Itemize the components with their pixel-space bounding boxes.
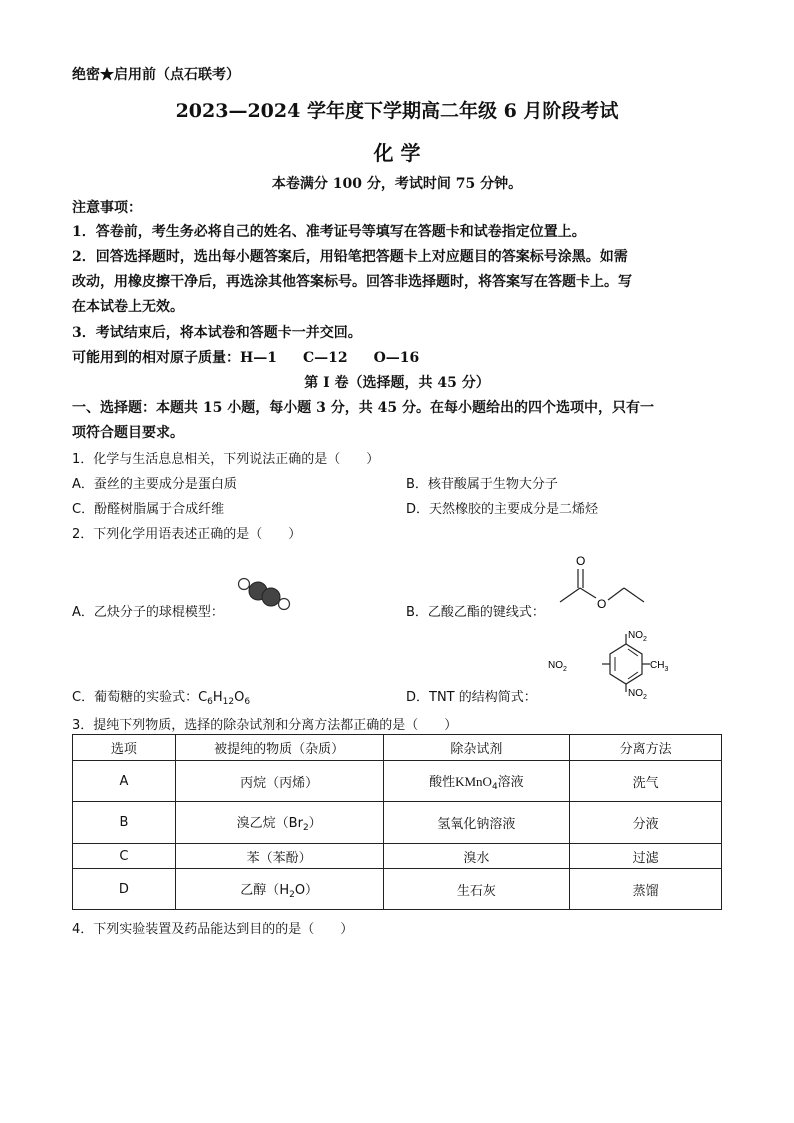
q2-option-a: A．乙炔分子的球棍模型：: [72, 605, 224, 620]
q1-option-d: D．天然橡胶的主要成分是二烯烃: [406, 502, 599, 517]
tnt-no2-top: $NO_2$: [628, 630, 647, 643]
q2-option-c: [72, 686, 250, 707]
tnt-no2-bottom: $NO_2$: [628, 688, 647, 700]
section1-line2: 项符合题目要求。: [72, 425, 184, 441]
atomic-mass-line: [72, 347, 419, 367]
exam-note: 本卷满分 100 分，考试时间 75 分钟。: [271, 176, 523, 192]
instruction-1: 1．答卷前，考生务必将自己的姓名、准考证号等填写在答题卡和试卷指定位置上。: [72, 224, 586, 240]
row-substance: 溴乙烷$(Br_2)$: [175, 802, 383, 844]
ester-carbonyl-o: O: [576, 554, 586, 568]
secret-label: 绝密★启用前（点石联考）: [72, 67, 240, 83]
row-option: B: [73, 802, 176, 844]
glucose-formula: $C_6H_{12}O_6$: [198, 690, 251, 707]
table-header-row: [73, 735, 722, 761]
table-row: [73, 844, 722, 869]
tnt-no2-left: $NO_2$: [548, 660, 567, 673]
q2-option-b: B．乙酸乙酯的键线式：: [406, 605, 545, 620]
row-method: 蒸馏: [570, 869, 722, 910]
q4-stem: 4．下列实验装置及药品能达到目的的是（ ）: [72, 922, 354, 937]
subject-title: 化 学: [373, 141, 421, 165]
header-option: 选项: [73, 735, 176, 761]
row-option: A: [73, 761, 176, 802]
row-substance: 乙醇$(H_2O)$: [175, 869, 383, 910]
acetylene-ball-stick-model: [232, 572, 296, 612]
row-reagent: 酸性KMnO$_4$溶液: [383, 761, 570, 802]
header-reagent: 除杂试剂: [383, 735, 570, 761]
row-method: 过滤: [570, 844, 722, 869]
purification-table: [72, 734, 722, 910]
table-row: [73, 869, 722, 910]
row-method: 洗气: [570, 761, 722, 802]
table-row: [73, 802, 722, 844]
row-method: 分液: [570, 802, 722, 844]
row-substance: 丙烷（丙烯）: [175, 761, 383, 802]
q3-stem: 3．提纯下列物质，选择的除杂试剂和分离方法都正确的是（ ）: [72, 718, 458, 733]
tnt-structural-formula: [546, 628, 676, 700]
header-substance: 被提纯的物质（杂质）: [175, 735, 383, 761]
row-option: C: [73, 844, 176, 869]
atomic-mass-c: C—12: [302, 350, 348, 366]
row-reagent: 溴水: [383, 844, 570, 869]
ethyl-acetate-skeletal-formula: [550, 550, 660, 612]
atomic-mass-h: H—1: [240, 350, 277, 366]
atomic-mass-label: 可能用到的相对原子质量：: [72, 350, 240, 366]
q1-option-a: A．蚕丝的主要成分是蛋白质: [72, 477, 237, 492]
row-option: D: [73, 869, 176, 910]
header-method: 分离方法: [570, 735, 722, 761]
row-reagent: 氢氧化钠溶液: [383, 802, 570, 844]
ester-ether-o: O: [597, 597, 607, 611]
row-substance: 苯（苯酚）: [175, 844, 383, 869]
q2-stem: 2．下列化学用语表述正确的是（ ）: [72, 527, 302, 542]
table-row: [73, 761, 722, 802]
section1-line1: 一、选择题：本题共 15 小题，每小题 3 分，共 45 分。在每小题给出的四个选项中，只有一: [72, 400, 654, 416]
tnt-ch3: $CH_3$: [650, 660, 669, 673]
q1-stem: 1．化学与生活息息相关，下列说法正确的是（ ）: [72, 452, 380, 467]
instruction-2-line3: 在本试卷上无效。: [72, 299, 184, 315]
row-reagent: 生石灰: [383, 869, 570, 910]
atomic-mass-o: O—16: [373, 350, 420, 366]
instructions-heading: 注意事项：: [72, 200, 142, 216]
instruction-2-line2: 改动，用橡皮擦干净后，再选涂其他答案标号。回答非选择题时，将答案写在答题卡上。写: [72, 274, 632, 290]
instruction-2-line1: 2．回答选择题时，选出每小题答案后，用铅笔把答题卡上对应题目的答案标号涂黑。如需: [72, 249, 628, 265]
exam-title: 2023—2024 学年度下学期高二年级 6 月阶段考试: [175, 100, 619, 122]
q1-option-b: B．核苷酸属于生物大分子: [406, 477, 558, 492]
instruction-3: 3．考试结束后，将本试卷和答题卡一并交回。: [72, 325, 362, 341]
part1-title: 第 I 卷（选择题，共 45 分）: [304, 375, 490, 391]
q2-option-c-label: C．葡萄糖的实验式：: [72, 690, 199, 705]
q1-option-c: C．酚醛树脂属于合成纤维: [72, 502, 225, 517]
q2-option-d: D．TNT 的结构简式：: [406, 690, 537, 705]
